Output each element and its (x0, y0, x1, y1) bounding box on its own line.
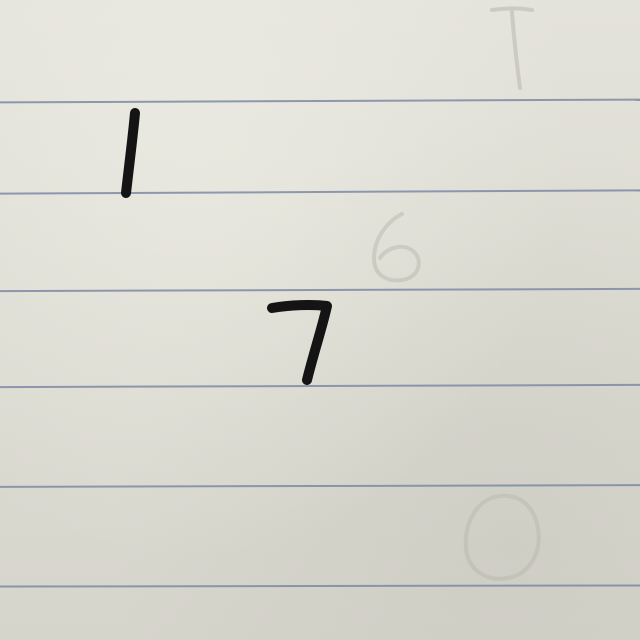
ghost-digit-six (374, 214, 419, 280)
ghost-digit-one (492, 9, 532, 89)
digit-seven-stroke (272, 305, 327, 380)
ghost-digit-zero (466, 496, 539, 579)
digit-one-stroke (126, 113, 135, 193)
